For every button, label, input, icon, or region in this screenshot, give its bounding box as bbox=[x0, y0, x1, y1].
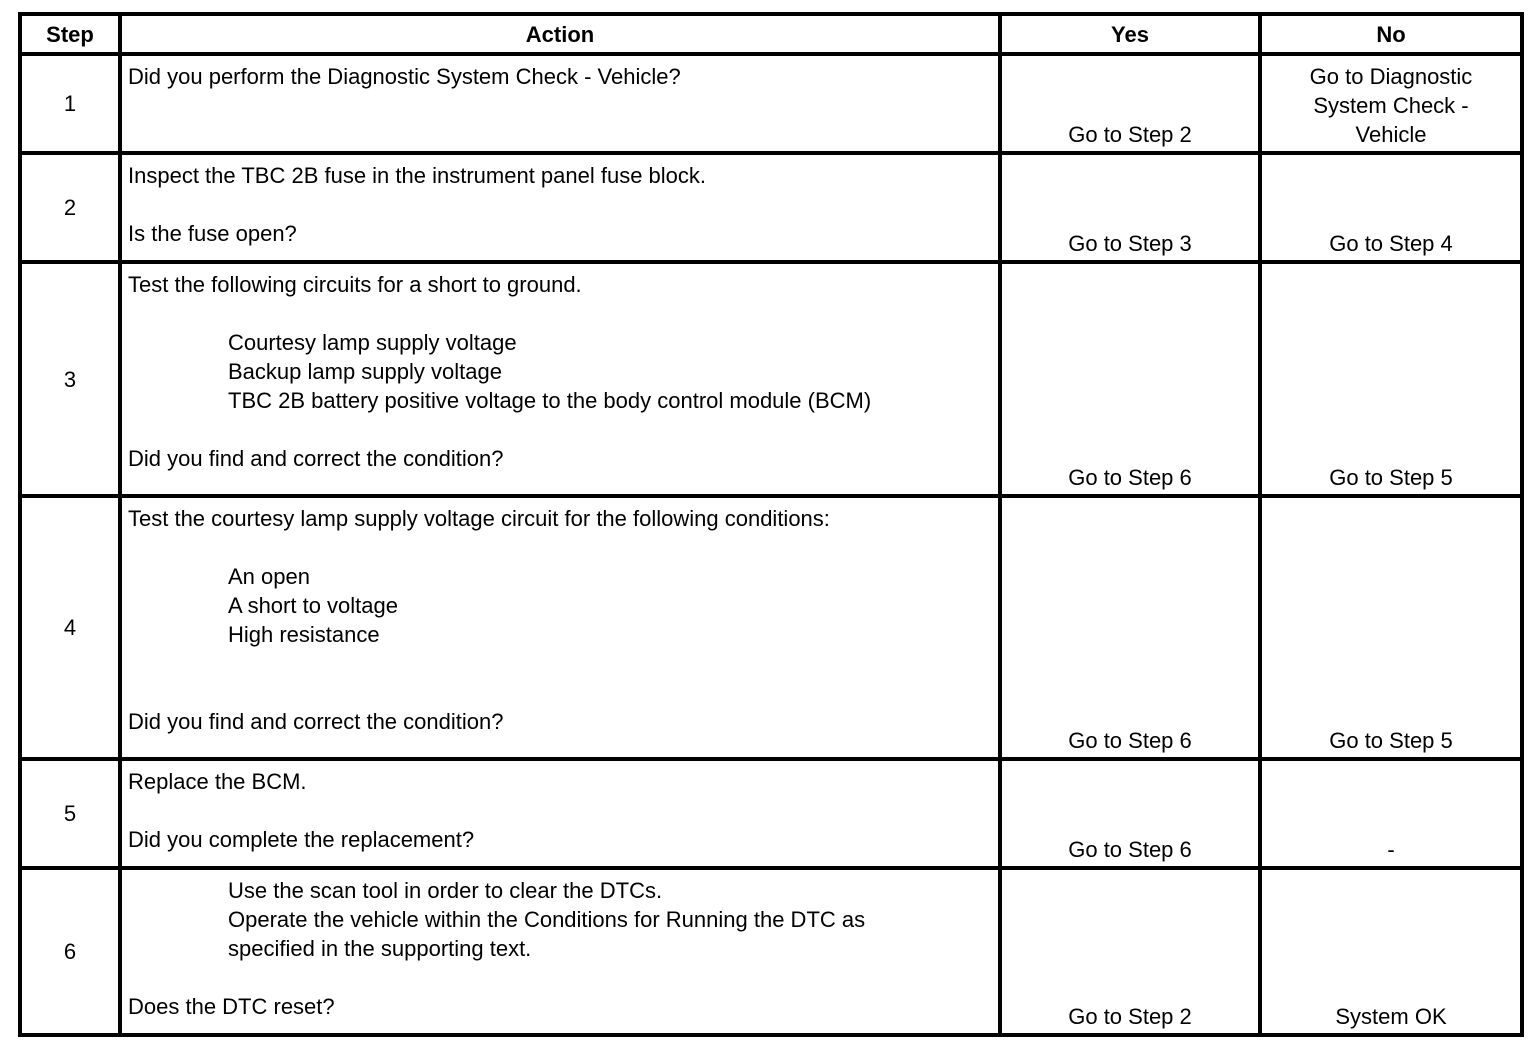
action-text: Test the following circuits for a short to ground. bbox=[128, 272, 582, 297]
step-number: 4 bbox=[20, 496, 120, 759]
action-question: Is the fuse open? bbox=[128, 221, 297, 246]
list-item: A short to voltage bbox=[228, 593, 398, 618]
action-text: Inspect the TBC 2B fuse in the instrument panel fuse block. bbox=[128, 163, 707, 188]
no-cell: System OK bbox=[1260, 868, 1522, 1035]
table-row-step-1 bbox=[20, 54, 1522, 153]
list-item: TBC 2B battery positive voltage to the body control module (BCM) bbox=[228, 388, 872, 413]
list-item: specified in the supporting text. bbox=[228, 936, 532, 961]
action-cell bbox=[120, 868, 1000, 1035]
header-yes: Yes bbox=[1000, 14, 1260, 54]
action-text: Did you perform the Diagnostic System Check - Vehicle? bbox=[128, 64, 681, 89]
action-question: Did you find and correct the condition? bbox=[128, 709, 504, 734]
step-number: 1 bbox=[20, 54, 120, 153]
no-cell: Go to Step 5 bbox=[1260, 262, 1522, 496]
list-item: Backup lamp supply voltage bbox=[228, 359, 502, 384]
table-row-step-2 bbox=[20, 153, 1522, 262]
no-cell: - bbox=[1260, 759, 1522, 868]
step-number: 2 bbox=[20, 153, 120, 262]
no-text: System Check - bbox=[1313, 93, 1469, 118]
table-row-step-6 bbox=[20, 868, 1522, 1035]
diagnostic-table bbox=[18, 12, 1524, 1037]
action-question: Did you complete the replacement? bbox=[128, 827, 475, 852]
table-row-step-3 bbox=[20, 262, 1522, 496]
list-item: An open bbox=[228, 564, 310, 589]
action-text: Replace the BCM. bbox=[128, 769, 307, 794]
action-cell bbox=[120, 262, 1000, 496]
no-text: Vehicle bbox=[1355, 122, 1427, 147]
header-action: Action bbox=[120, 14, 1000, 54]
step-number: 5 bbox=[20, 759, 120, 868]
header-step: Step bbox=[20, 14, 120, 54]
list-item: Use the scan tool in order to clear the DTCs. bbox=[228, 878, 663, 903]
no-cell: Go to Step 4 bbox=[1260, 153, 1522, 262]
action-cell bbox=[120, 496, 1000, 759]
action-cell bbox=[120, 153, 1000, 262]
list-item: High resistance bbox=[228, 622, 380, 647]
step-number: 3 bbox=[20, 262, 120, 496]
yes-cell: Go to Step 6 bbox=[1000, 262, 1260, 496]
table-row-step-5 bbox=[20, 759, 1522, 868]
yes-cell: Go to Step 3 bbox=[1000, 153, 1260, 262]
no-text: Go to Diagnostic bbox=[1309, 64, 1473, 89]
action-question: Does the DTC reset? bbox=[128, 994, 335, 1019]
action-cell bbox=[120, 759, 1000, 868]
yes-cell: Go to Step 2 bbox=[1000, 54, 1260, 153]
action-cell bbox=[120, 54, 1000, 153]
header-no: No bbox=[1260, 14, 1522, 54]
no-cell bbox=[1260, 54, 1522, 153]
no-cell: Go to Step 5 bbox=[1260, 496, 1522, 759]
list-item: Courtesy lamp supply voltage bbox=[228, 330, 517, 355]
yes-cell: Go to Step 6 bbox=[1000, 759, 1260, 868]
action-text: Test the courtesy lamp supply voltage circuit for the following conditions: bbox=[128, 506, 830, 531]
table-row-step-4 bbox=[20, 496, 1522, 759]
action-question: Did you find and correct the condition? bbox=[128, 446, 504, 471]
yes-cell: Go to Step 6 bbox=[1000, 496, 1260, 759]
list-item: Operate the vehicle within the Conditions for Running the DTC as bbox=[228, 907, 866, 932]
yes-cell: Go to Step 2 bbox=[1000, 868, 1260, 1035]
header-row bbox=[20, 14, 1522, 54]
step-number: 6 bbox=[20, 868, 120, 1035]
